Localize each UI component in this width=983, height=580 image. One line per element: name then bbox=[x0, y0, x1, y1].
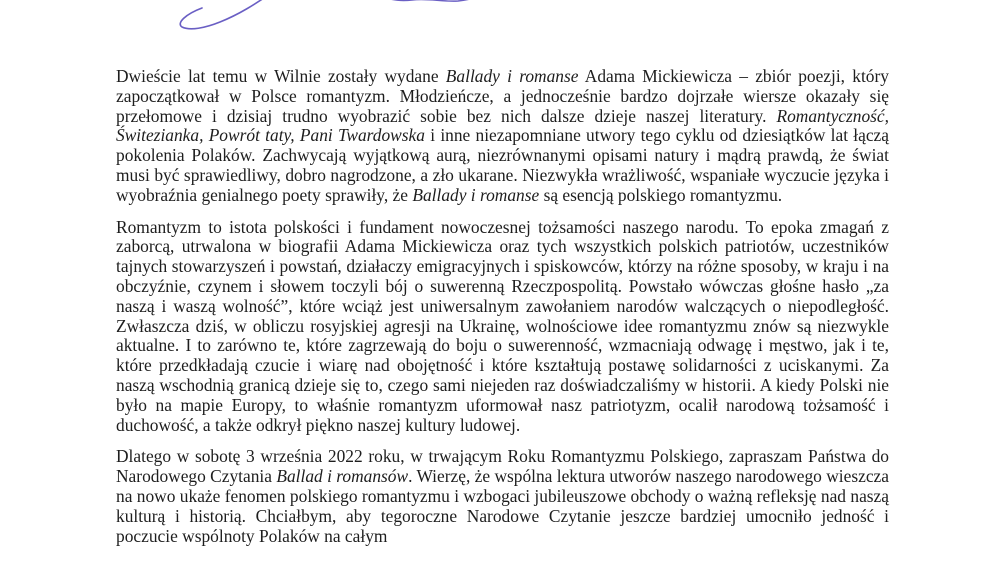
paragraph-text: są esencją polskiego romantyzmu. bbox=[539, 184, 783, 205]
italic-title-text: Ballad i romansów bbox=[276, 466, 409, 487]
signature-stroke bbox=[180, 0, 270, 29]
letter-paragraph bbox=[116, 447, 889, 546]
paragraph-text: i inne niezapomniane utwory tego cyklu od dziesiątków lat łączą pokolenia Polaków. Zachwycają wyjątkową aurą, niezrównanymi opisami natury i mądrą prawdą, że świat musi być sprawiedliwy, dobro nagrodzone, a zło ukarane. Niezwykła wrażliwość, wspaniałe wyczucie języka i wyobraźnia genialnego poety sprawiły, że bbox=[116, 125, 889, 205]
paragraph-text: Dwieście lat temu w Wilnie zostały wydane bbox=[116, 66, 446, 86]
letter-paragraph bbox=[116, 67, 889, 206]
signature-graphic bbox=[150, 0, 550, 36]
letter-paragraph bbox=[116, 218, 889, 436]
letter-body bbox=[116, 67, 889, 558]
italic-title-text: Ballady i romanse bbox=[412, 184, 540, 205]
paragraph-text: Dlatego w sobotę 3 września 2022 roku, w trwającym Roku Romantyzmu Polskiego, zapraszam Państwa do Narodowego Czytania bbox=[116, 446, 889, 487]
italic-title-text: Ballady i romanse bbox=[445, 66, 579, 86]
signature-stroke-2 bbox=[375, 0, 481, 1]
italic-title-text: Romantyczność, Świtezianka, Powrót taty, Pani Twardowska bbox=[116, 105, 889, 146]
paragraph-text: . Wierzę, że wspólna lektura utworów naszego narodowego wieszcza na nowo ukaże fenomen polskiego romantyzmu i wzbogaci jubileuszowe obchody o ważną refleksję nad naszą kulturą i historią. Chciałbym, aby tegoroczne Narodowe Czytanie jeszcze bardziej umocniło jedność i poczucie wspólnoty Polaków na całym bbox=[116, 466, 889, 546]
paragraph-text: Romantyzm to istota polskości i fundament nowoczesnej tożsamości naszego narodu. To epoka zmagań z zaborcą, utrwalona w biografii Adama Mickiewicza oraz tych wszystkich polskich patriotów, uczestników tajnych stowarzyszeń i powstań, działaczy emigracyjnych i spiskowców, którzy na różne sposoby, w kraju i na obczyźnie, czynem i słowem toczyli bój o suwerenną Rzeczpospolitą. Powstało wówczas głośne hasło „za naszą i waszą wolność”, które wciąż jest uniwersalnym zawołaniem narodów walczących o niepodległość. Zwłaszcza dziś, w obliczu rosyjskiej agresji na Ukrainę, wolnościowe idee romantyzmu znów są niezwykle aktualne. I to zarówno te, które zagrzewają do boju o suwerenność, wzmacniają odwagę i męstwo, jak i te, które przedkładają czucie i wiarę nad obojętność i które kształtują postawę solidarności z uciskanymi. Za naszą wschodnią granicą dzieje się to, czego sami niejeden raz doświadczaliśmy w historii. A kiedy Polski nie było na mapie Europy, to właśnie romantyzm uformował nasz patriotyzm, ocalił narodową tożsamość i duchowość, a także odkrył piękno naszej kultury ludowej. bbox=[116, 216, 889, 435]
paragraph-text: Adama Mickiewicza – zbiór poezji, który zapoczątkował w Polsce romantyzm. Młodzieńcze, a jednocześnie bardzo dojrzałe wiersze okazały się przełomowe i dzisiaj trudno wyobrazić sobie bez nich dalsze dzieje naszej literatury. bbox=[116, 66, 889, 126]
